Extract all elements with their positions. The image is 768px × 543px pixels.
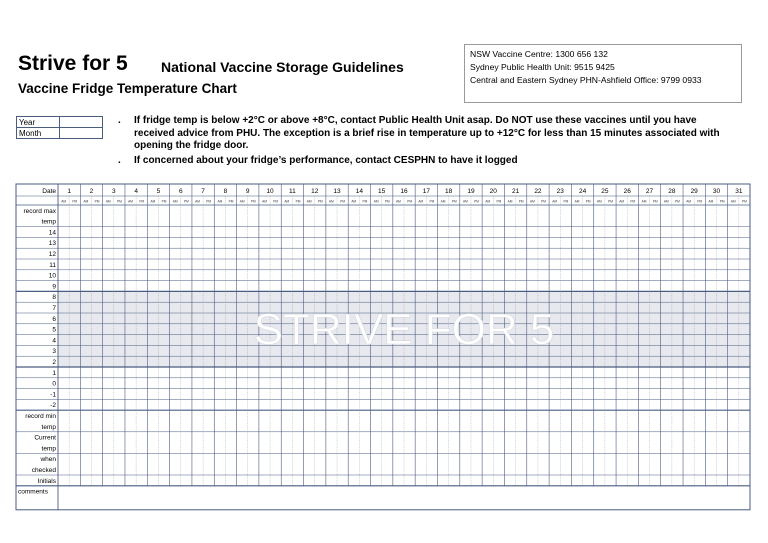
am-label: AM — [239, 199, 245, 204]
am-label: AM — [284, 199, 290, 204]
row-label: 6 — [52, 315, 56, 323]
pm-label: PM — [384, 199, 390, 204]
am-label: AM — [552, 199, 558, 204]
note-text: If fridge temp is below +2°C or above +8°C, contact Public Health Unit asap. Do NOT use these vaccines until you have received advice from PHU. The exception is a brief rise in temperature up to +12°C for less than 15 minutes associated with opening the fridge door. — [134, 115, 720, 151]
am-label: AM — [730, 199, 736, 204]
row-label: 4 — [52, 337, 56, 345]
day-number: 15 — [378, 188, 386, 195]
am-label: AM — [418, 199, 424, 204]
day-number: 10 — [266, 188, 274, 195]
pm-label: PM — [116, 199, 122, 204]
am-label: AM — [596, 199, 602, 204]
date-header-label: Date — [42, 188, 56, 195]
am-label: AM — [686, 199, 692, 204]
day-number: 3 — [111, 188, 116, 195]
year-label: Year — [17, 117, 60, 128]
bullet-icon: . — [118, 154, 121, 166]
pm-label: PM — [362, 199, 368, 204]
pm-label: PM — [273, 199, 279, 204]
guidelines-subtitle: National Vaccine Storage Guidelines — [161, 59, 404, 75]
am-label: AM — [128, 199, 133, 204]
day-number: 27 — [645, 188, 654, 195]
day-number: 23 — [556, 188, 564, 195]
pm-label: PM — [429, 199, 435, 204]
pm-label: PM — [585, 199, 591, 204]
am-label: AM — [641, 199, 647, 204]
row-label: temp — [41, 218, 56, 226]
pm-label: PM — [340, 199, 346, 204]
day-number: 4 — [134, 188, 138, 195]
pm-label: PM — [317, 199, 323, 204]
day-number: 31 — [735, 188, 743, 195]
am-label: AM — [663, 199, 669, 204]
day-number: 9 — [245, 188, 250, 195]
day-number: 1 — [67, 188, 71, 195]
day-number: 6 — [178, 188, 183, 195]
pm-label: PM — [697, 199, 703, 204]
row-label: 7 — [52, 305, 56, 312]
contact-line-phn-office: Central and Eastern Sydney PHN-Ashfield Office: 9799 0933 — [470, 75, 702, 85]
am-label: AM — [462, 199, 468, 204]
am-label: AM — [195, 199, 200, 204]
row-label: 9 — [52, 283, 56, 291]
day-number: 25 — [601, 188, 609, 195]
am-label: AM — [61, 199, 66, 204]
pm-label: PM — [518, 199, 524, 204]
am-label: AM — [396, 199, 401, 204]
pm-label: PM — [139, 199, 145, 204]
row-label: comments — [18, 488, 48, 496]
am-label: AM — [373, 199, 379, 204]
pm-label: PM — [295, 199, 301, 204]
page-title: Strive for 5 — [18, 52, 128, 75]
row-label: -2 — [50, 402, 56, 410]
row-label: 3 — [52, 348, 56, 356]
row-label: 11 — [49, 261, 56, 269]
am-label: AM — [708, 199, 714, 204]
pm-label: PM — [94, 199, 100, 204]
row-label: record max — [23, 207, 56, 215]
row-label: 1 — [52, 369, 56, 377]
am-label: AM — [105, 199, 111, 204]
am-label: AM — [83, 199, 89, 204]
pm-label: PM — [183, 199, 189, 204]
row-label: checked — [31, 467, 56, 474]
row-label: temp — [41, 423, 56, 431]
day-number: 5 — [156, 188, 161, 195]
row-label: record min — [25, 413, 56, 420]
day-number: 13 — [333, 188, 341, 195]
month-label: Month — [17, 128, 60, 139]
pm-label: PM — [161, 199, 167, 204]
row-label: Initials — [37, 477, 56, 485]
pm-label: PM — [563, 199, 569, 204]
row-label: 14 — [48, 229, 56, 237]
day-number: 28 — [668, 188, 676, 195]
row-label: -1 — [50, 391, 56, 399]
am-label: AM — [619, 199, 625, 204]
am-label: AM — [329, 199, 334, 204]
pm-label: PM — [451, 199, 457, 204]
pm-label: PM — [675, 199, 680, 204]
am-label: AM — [485, 199, 491, 204]
day-number: 29 — [690, 188, 698, 195]
day-number: 18 — [445, 188, 453, 195]
row-label: 13 — [48, 240, 56, 248]
row-label: 0 — [52, 380, 56, 388]
pm-label: PM — [206, 199, 212, 204]
day-number: 30 — [712, 188, 721, 195]
pm-label: PM — [228, 199, 234, 204]
day-number: 21 — [511, 188, 520, 195]
row-label: temp — [41, 445, 56, 453]
row-label: Current — [34, 434, 56, 442]
day-number: 19 — [467, 188, 475, 195]
pm-label: PM — [652, 199, 658, 204]
pm-label: PM — [474, 199, 479, 204]
pm-label: PM — [250, 199, 256, 204]
comments-field[interactable] — [58, 486, 750, 510]
contact-line-vaccine-centre: NSW Vaccine Centre: 1300 656 132 — [470, 49, 608, 59]
am-label: AM — [440, 199, 446, 204]
day-number: 12 — [311, 188, 319, 195]
note-text: If concerned about your fridge’s performance, contact CESPHN to have it logged — [134, 154, 518, 166]
row-label: 2 — [52, 359, 56, 366]
pm-label: PM — [72, 199, 78, 204]
day-number: 14 — [355, 188, 363, 195]
day-number: 24 — [578, 188, 587, 195]
am-label: AM — [150, 199, 156, 204]
row-label: 10 — [48, 272, 56, 280]
pm-label: PM — [541, 199, 546, 204]
pm-label: PM — [496, 199, 502, 204]
contact-line-public-health-unit: Sydney Public Health Unit: 9515 9425 — [470, 62, 615, 72]
am-label: AM — [529, 199, 535, 204]
am-label: AM — [262, 199, 267, 204]
am-label: AM — [217, 199, 223, 204]
am-label: AM — [507, 199, 513, 204]
day-number: 11 — [289, 188, 296, 195]
row-label: when — [40, 456, 56, 464]
day-number: 22 — [534, 188, 542, 195]
day-number: 16 — [400, 188, 408, 195]
watermark-text: STRIVE FOR 5 — [253, 305, 555, 355]
am-label: AM — [172, 199, 178, 204]
pm-label: PM — [719, 199, 725, 204]
row-label: 5 — [52, 326, 56, 334]
am-label: AM — [306, 199, 312, 204]
day-number: 7 — [201, 188, 205, 195]
row-label: 8 — [52, 294, 56, 302]
day-number: 17 — [422, 188, 430, 195]
row-label: 12 — [48, 251, 56, 258]
day-number: 26 — [623, 188, 631, 195]
pm-label: PM — [407, 199, 412, 204]
pm-label: PM — [608, 199, 613, 204]
bullet-icon: . — [118, 115, 121, 126]
day-number: 2 — [89, 188, 94, 195]
day-number: 8 — [223, 188, 228, 195]
pm-label: PM — [630, 199, 636, 204]
am-label: AM — [351, 199, 357, 204]
chart-title: Vaccine Fridge Temperature Chart — [18, 81, 237, 96]
am-label: AM — [574, 199, 580, 204]
day-number: 20 — [489, 188, 497, 195]
pm-label: PM — [742, 199, 747, 204]
